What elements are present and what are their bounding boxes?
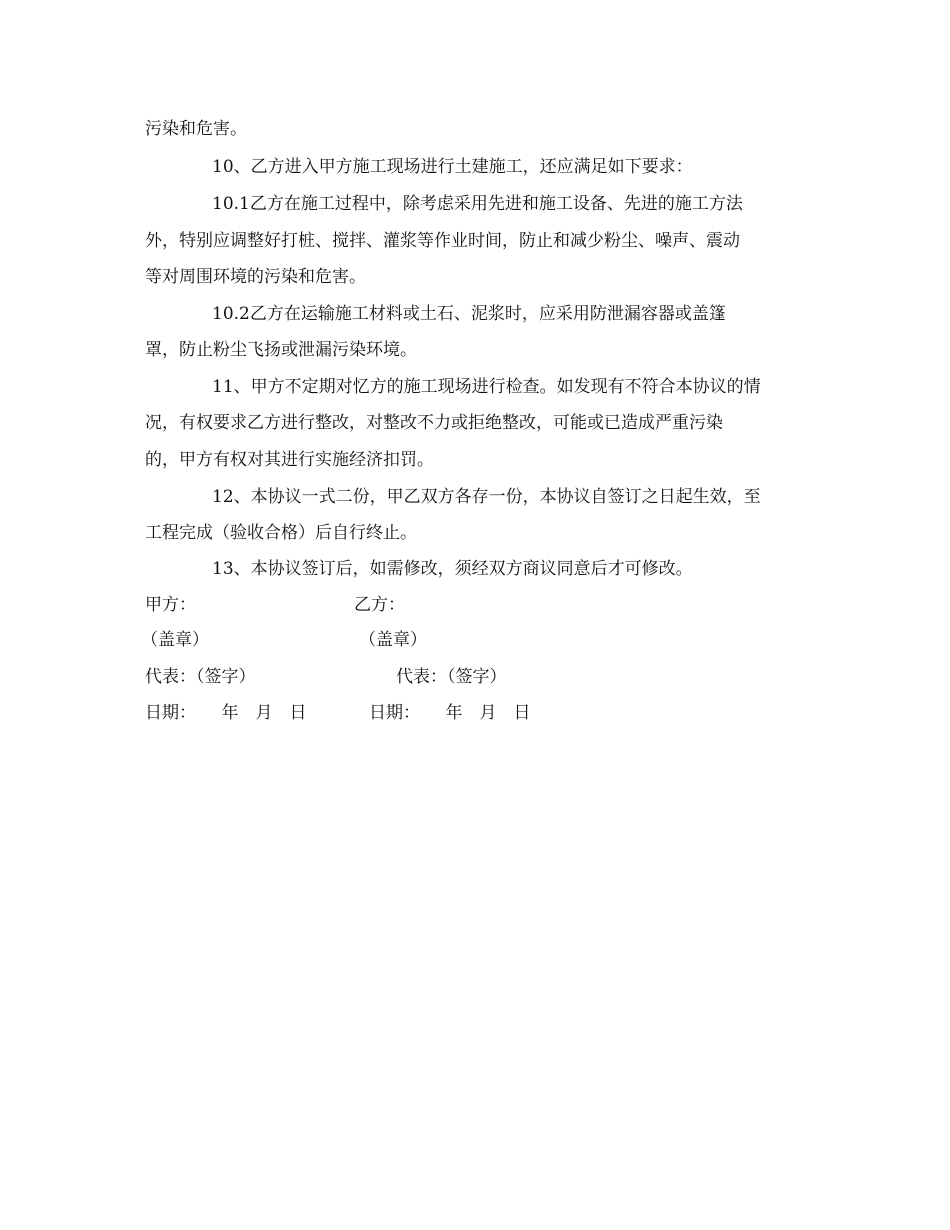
paragraph-line: 污染和危害。 [145,119,247,139]
paragraph-line: 10、乙方进入甲方施工现场进行土建施工，还应满足如下要求： [212,157,693,177]
paragraph-line: 13、本协议签订后，如需修改，须经双方商议同意后才可修改。 [212,559,693,579]
party-b-seal: （盖章） [359,630,427,650]
paragraph-line: 罩，防止粉尘飞扬或泄漏污染环境。 [145,340,417,360]
party-a-seal: （盖章） [141,630,209,650]
paragraph-line: 的，甲方有权对其进行实施经济扣罚。 [145,450,434,470]
party-a-date: 日期： 年 月 日 [145,703,307,723]
paragraph-line: 12、本协议一式二份，甲乙双方各存一份，本协议自签订之日起生效，至 [212,487,761,507]
party-b-representative: 代表：（签字） [396,667,507,687]
paragraph-line: 况，有权要求乙方进行整改，对整改不力或拒绝整改，可能或已造成严重污染 [145,413,723,433]
party-a-representative: 代表：（签字） [145,667,256,687]
party-a-label: 甲方： [145,595,196,615]
paragraph-line: 工程完成（验收合格）后自行终止。 [145,523,417,543]
paragraph-line: 等对周围环境的污染和危害。 [145,267,366,287]
paragraph-line: 外，特别应调整好打桩、搅拌、灌浆等作业时间，防止和减少粉尘、噪声、震动 [145,231,740,251]
paragraph-line: 10.1乙方在施工过程中，除考虑采用先进和施工设备、先进的施工方法 [212,194,743,214]
paragraph-line: 10.2乙方在运输施工材料或土石、泥浆时，应采用防泄漏容器或盖篷 [212,304,726,324]
paragraph-line: 11、甲方不定期对忆方的施工现场进行检查。如发现有不符合本协议的情 [212,377,761,397]
party-b-date: 日期： 年 月 日 [369,703,531,723]
party-b-label: 乙方： [354,595,405,615]
